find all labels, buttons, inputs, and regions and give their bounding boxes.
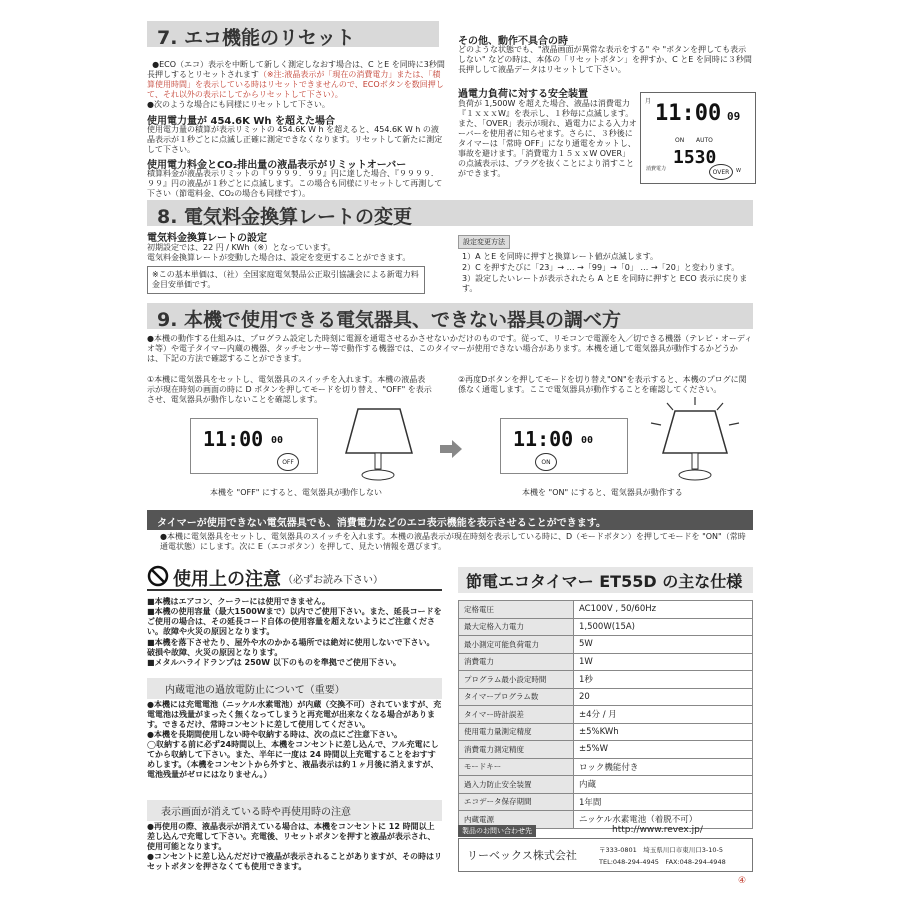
sec7-p1-note: （※注:液晶表示が「現在の消費電力」または、「積算使用時間」を表示している時はリセットできませんので、ECOボタンを数回押して、それ以外の表示にしてからリセットして下さい）。 xyxy=(147,70,444,99)
sec7-h1-text: 使用電力量の積算が表示リミットの 454.6K W h を超えると、454.6K W h の液晶表示が１秒ごとに点滅し正確に測定できなくなります。リセットして新たに測定して下さい。 xyxy=(147,125,443,154)
sec8-text: 初期設定では、22 円 / KWh（※）となっています。 電気料金換算レートが変動した場合は、設定を変更することができます。 xyxy=(147,243,411,262)
spec-row xyxy=(459,653,753,671)
sec8-sub: 電気料金換算レートの設定 xyxy=(147,233,267,244)
spec-value: 1秒 xyxy=(574,671,753,689)
lcd-w: W xyxy=(736,168,741,174)
spec-key: 内蔵電源 xyxy=(459,811,574,829)
caution-line-3: ■本機を落下させたり、屋外や水のかかる場所では絶対に使用しないで下さい。破損や故障、火災の原因となります。 xyxy=(147,638,435,657)
sec7-title: 7. エコ機能のリセット xyxy=(147,21,439,47)
company-address: 〒333-0801 埼玉県川口市東川口3-10-5 xyxy=(599,846,724,854)
spec-row xyxy=(459,793,753,811)
spec-value: 20 xyxy=(574,688,753,706)
spec-value: 1年間 xyxy=(574,793,753,811)
caption-off: 本機を "OFF" にすると、電気器具が動作しない xyxy=(210,488,382,497)
spec-row xyxy=(459,618,753,636)
sec7-paragraph xyxy=(147,50,445,100)
lcd-on-display xyxy=(500,418,628,474)
spec-key: プログラム最小設定時間 xyxy=(459,671,574,689)
company-name: リーベックス株式会社 xyxy=(467,849,577,862)
caution-line-4: ■メタルハライドランプは 250W 以下のものを準拠でご使用下さい。 xyxy=(147,658,401,667)
spec-key: 過入力防止安全装置 xyxy=(459,776,574,794)
contact-url[interactable]: http://www.revex.jp/ xyxy=(612,825,703,835)
spec-title: 節電エコタイマー ET55D の主な仕様 xyxy=(458,567,753,593)
caution-line-1: ■本機はエアコン、クーラーには使用できません。 xyxy=(147,597,330,606)
prohibited-icon xyxy=(147,565,169,587)
spec-key: タイマー時計誤差 xyxy=(459,706,574,724)
safety-title: 過電力負荷に対する安全装置 xyxy=(458,89,588,100)
caption-on: 本機を "ON" にすると、電気器具が動作する xyxy=(522,488,683,497)
lamp-off-illustration xyxy=(340,405,420,485)
spec-value: 1,500W(15A) xyxy=(574,618,753,636)
sec8-step-1: 1）A とE を同時に押すと換算レート値が点滅します。 xyxy=(462,252,659,261)
sec9-bar-text: ●本機に電気器具をセットし、電気器具のスイッチを入れます。本機の液晶表示が現在時刻を表示している時に、D（モードボタン）を押してモードを "ON"（常時通電状態）にします。次に E（エコボタン）を押して、見たい情報を選びます。 xyxy=(160,532,746,551)
sec8-step-2: 2）C を押すたびに「23」→ … →「99」→「0」 … →「20」と変わります。 xyxy=(462,263,740,272)
spec-key: 最大定格入力電力 xyxy=(459,618,574,636)
lcd-off-display xyxy=(190,418,318,474)
spec-key: エコデータ保存期間 xyxy=(459,793,574,811)
sec9-title: 9. 本機で使用できる電気器具、できない器具の調べ方 xyxy=(147,303,753,329)
lcd-auto: AUTO xyxy=(696,137,713,144)
lcd-over-indicator: OVER xyxy=(709,164,733,180)
spec-row xyxy=(459,688,753,706)
sec7-h1: 使用電力量が 454.6K Wh を超えた場合 xyxy=(147,116,335,127)
sec9-step2: ②再度Dボタンを押してモードを切り替え"ON"を表示すると、本機のプログに関係なく通電します。ここで電気器具が動作することを確認してください。 xyxy=(458,375,747,394)
spec-key: タイマープログラム数 xyxy=(459,688,574,706)
spec-value: ±4分 / 月 xyxy=(574,706,753,724)
other-text: どのような状態でも、"液晶画面が異常な表示をする" や "ボタンを押しても表示しない" などの時は、本体の「リセットボタン」を押すか、C とE を同時に３秒間長押しして液晶データはリセットして下さい。 xyxy=(458,45,752,74)
safety-text: 負荷が 1,500W を超えた場合、液晶は消費電力『１ｘｘｘW』を表示し、１秒毎に点滅します。また、「OVER」表示が現れ、過電力による入力オーバーを使用者に知らせます。さらに、３秒後にタイマーは「常時 OFF」になり通電をカットし、事故を避けます。「消費電力１５ｘｘW OVER」の点滅表示は、プラグを抜くことにより消すことができます。 xyxy=(458,99,637,178)
spec-value: ±5%W xyxy=(574,741,753,759)
sec8-method-label: 設定変更方法 xyxy=(458,235,510,249)
spec-row xyxy=(459,741,753,759)
spec-row xyxy=(459,601,753,619)
spec-value: ニッケル水素電池（着脱不可） xyxy=(574,811,753,829)
lcd-off-seconds: 00 xyxy=(271,435,284,446)
on-indicator: ON xyxy=(535,453,557,471)
lcd-off-time: 11:00 xyxy=(203,427,264,451)
sec7-p1: ●ECO（エコ）表示を中断して新しく測定しなおす場合は、C とE を同時に3秒間長押しするとリセットされます xyxy=(147,60,445,79)
sec7-h2-text: 積算料金が液晶表示リミットの『９９９９．９９』円に達した場合、『９９９９．９９』円の液晶が１秒ごとに点滅します。この場合も同様にリセットして再測して下さい（節電料金、CO₂の場合も同様です）。 xyxy=(147,169,443,198)
spec-value: 1W xyxy=(574,653,753,671)
lamp-on-illustration xyxy=(645,395,745,487)
sec7-p2: ●次のような場合にも同様にリセットして下さい。 xyxy=(147,100,330,109)
sec8-note: ※この基本単価は、（社）全国家庭電気製品公正取引協議会による新電力料金目安単価です。 xyxy=(147,266,425,294)
sec9-intro: ●本機の動作する仕組みは、プログラム設定した時刻に電源を通電させるかさせないかだけのものです。従って、リモコンで電源を入／切できる機器（テレビ・オーディオ等）や電子タイマー内蔵の機器、タッチセンサー等で動作する機器では、このタイマーが使用できない場合があります。本機を通して電気器具が動作するかどうかは、下記の方法で確認することができます。 xyxy=(147,334,753,363)
spec-row xyxy=(459,776,753,794)
spec-row xyxy=(459,636,753,654)
contact-box xyxy=(458,838,753,872)
lcd-on: ON xyxy=(675,137,685,144)
caution-line-2: ■本機の使用容量（最大1500Wまで）以内でご使用下さい。また、延長コードをご使用の場合は、その延長コード自体の使用容量を超えないようにご注意ください。故障や火災の原因となります。 xyxy=(147,607,442,636)
lcd-seconds: 09 xyxy=(727,110,741,123)
spec-row xyxy=(459,706,753,724)
spec-row xyxy=(459,671,753,689)
off-indicator: OFF xyxy=(277,453,299,471)
sec7-h2: 使用電力料金とCO₂排出量の液晶表示がリミットオーバー xyxy=(147,160,407,171)
spec-key: モードキー xyxy=(459,758,574,776)
spec-value: ロック機能付き xyxy=(574,758,753,776)
spec-key: 使用電力量測定精度 xyxy=(459,723,574,741)
sec8-title: 8. 電気料金換算レートの変更 xyxy=(147,200,753,226)
caution-title-note: （必ずお読み下さい） xyxy=(283,575,383,586)
spec-key: 消費電力 xyxy=(459,653,574,671)
spec-value: 5W xyxy=(574,636,753,654)
spec-value: 内蔵 xyxy=(574,776,753,794)
page-number: ④ xyxy=(738,876,747,886)
spec-row xyxy=(459,758,753,776)
display-title: 表示画面が消えている時や再使用時の注意 xyxy=(147,800,442,821)
lcd-on-seconds: 00 xyxy=(581,435,594,446)
spec-table xyxy=(458,600,753,829)
lcd-power: 1530 xyxy=(673,147,717,168)
display-text: ●再使用の際、液晶表示が消えている場合は、本機をコンセントに 12 時間以上差し込んで充電して下さい。充電後、リセットボタンを押すと液晶が表示され、使用可能となります。 ●コンセントに差し込んだだけで液晶が表示されることがありますが、その時はリセットボタンを押さなくても使用できます。 xyxy=(147,822,442,871)
contact-label: 製品のお問い合わせ先 xyxy=(458,825,536,837)
lcd-mark: 月 xyxy=(645,98,652,105)
lcd-power-label: 消費電力 xyxy=(646,166,667,172)
sec9-step1: ①本機に電気器具をセットし、電気器具のスイッチを入れます。本機の液晶表示が現在時刻の画面の時に D ボタンを押してモードを切り替え、"OFF" を表示させ、電気器具が動作しないことを確認します。 xyxy=(147,375,432,404)
sec9-bar: タイマーが使用できない電気器具でも、消費電力などのエコ表示機能を表示させることができます。 xyxy=(147,510,753,530)
battery-title: 内蔵電池の過放電防止について（重要） xyxy=(147,678,442,699)
spec-key: 最小測定可能負荷電力 xyxy=(459,636,574,654)
caution-header xyxy=(147,563,442,591)
spec-key: 消費電力測定精度 xyxy=(459,741,574,759)
lcd-over-display xyxy=(640,92,756,184)
other-title: その他、動作不具合の時 xyxy=(458,36,568,47)
spec-body xyxy=(459,601,753,829)
company-tel: TEL:048-294-4945 FAX:048-294-4948 xyxy=(599,858,726,866)
lcd-on-time: 11:00 xyxy=(513,427,574,451)
spec-row xyxy=(459,723,753,741)
lcd-time: 11:00 xyxy=(655,101,722,126)
spec-value: ±5%KWh xyxy=(574,723,753,741)
battery-text: ●本機には充電電池（ニッケル水素電池）が内蔵（交換不可）されていますが、充電電池は残量がまったく無くなってしまうと再充電が出来なくなる場合があります。できるだけ、常時コンセントに差して使用してください。 ●本機を長期間使用しない時や収納する時は、次の点にご注意下さい。 ◯収納する前に必ず24時間以上、本機をコンセントに差し込んで、フル充電にしてから収納して下さい。また、半年に一度は 24 時間以上充電することをおすすめします。（本機をコンセントから外すと、液晶表示は約１ヶ月後に消えますが、電池残量がゼロにはなりません。） xyxy=(147,700,442,779)
arrow-right-icon xyxy=(440,440,462,458)
sec8-step-3: 3）設定したいレートが表示されたら A とE を同時に押すと ECO 表示に戻ります。 xyxy=(462,274,748,293)
spec-value: AC100V , 50/60Hz xyxy=(574,601,753,619)
spec-key: 定格電圧 xyxy=(459,601,574,619)
caution-title: 使用上の注意 xyxy=(173,569,281,590)
